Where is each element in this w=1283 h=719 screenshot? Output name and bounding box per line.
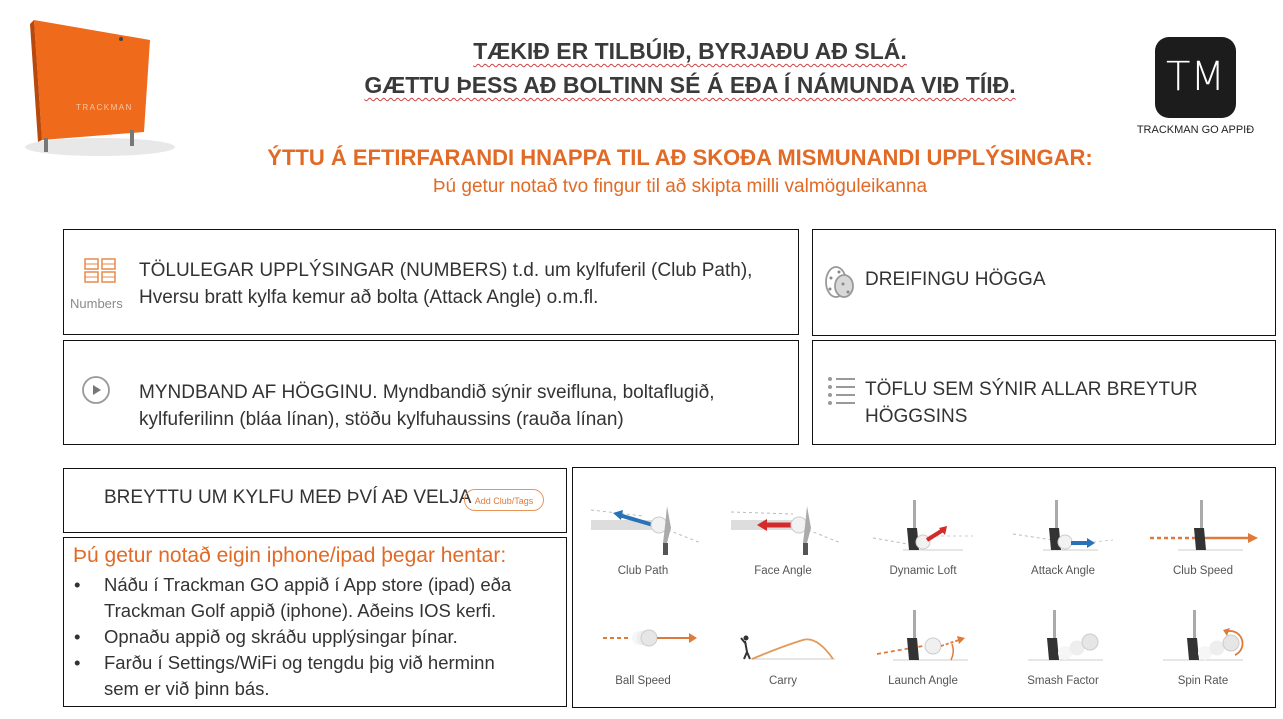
bullet: • [74,652,81,673]
parameter-label: Smash Factor [1027,675,1099,687]
page-title-line2: GÆTTU ÞESS AÐ BOLTINN SÉ Á EÐA Í NÁMUNDA VIÐ TÍIÐ. [364,72,1016,98]
list-item [74,572,511,624]
parameter-dynamic-loft [853,498,993,577]
list-item [74,650,511,702]
change-club-text: BREYTTU UM KYLFU MEÐ ÞVÍ AÐ VELJA [104,487,472,508]
list-icon [827,375,857,407]
trackman-go-app-icon: TM [1155,37,1236,118]
parameter-label: Face Angle [754,565,812,577]
parameter-attack-angle [993,498,1133,577]
parameter-spin-rate [1133,608,1273,687]
parameter-label: Club Speed [1172,565,1234,577]
parameter-label: Attack Angle [1031,565,1095,577]
carry-icon [723,608,843,673]
attack-angle-icon [1003,498,1123,563]
club-path-icon [583,498,703,563]
video-line1: MYNDBAND AF HÖGGINU. Myndbandið sýnir sveifluna, boltaflugið, [139,382,715,403]
dispersion-label: DREIFINGU HÖGGA [865,269,1046,290]
own-device-title: Þú getur notað eigin iphone/ipad þegar hentar: [73,544,507,567]
numbers-line1: TÖLULEGAR UPPLÝSINGAR (NUMBERS) t.d. um kylfuferil (Club Path), [139,260,753,281]
bullet: • [74,626,81,647]
grid-icon [84,258,116,284]
club-speed-icon [1138,498,1268,563]
dynamic-loft-icon [863,498,983,563]
play-icon [81,375,111,405]
app-label: TRACKMAN GO APPIÐ [1136,124,1255,136]
list-item [74,624,511,650]
bullet: • [74,574,81,595]
video-line2: kylfuferilinn (bláa línan), stöðu kylfuhaussins (rauða línan) [139,409,624,430]
parameter-face-angle [713,498,853,577]
numbers-description [139,257,752,311]
parameters-panel [572,467,1276,708]
numbers-line2: Hversu bratt kylfa kemur að bolta (Attack Angle) o.m.fl. [139,287,599,308]
parameter-label: Ball Speed [615,675,671,687]
launch-angle-icon [863,608,983,673]
parameter-smash-factor [993,608,1133,687]
parameter-club-speed [1133,498,1273,577]
step-3-line2: sem er við þinn bás. [104,678,270,699]
parameter-carry [713,608,853,687]
parameter-launch-angle [853,608,993,687]
numbers-icon-label: Numbers [70,296,123,311]
parameter-club-path [573,498,713,577]
step-3-line1: Farðu í Settings/WiFi og tengdu þig við herminn [104,652,495,673]
dispersion-icon [823,262,857,300]
video-description [139,379,715,433]
step-1-line2: Trackman Golf appið (iphone). Aðeins IOS kerfi. [104,600,497,621]
device-brand-text: TRACKMAN [76,103,133,112]
spin-rate-icon [1143,608,1263,673]
ball-speed-icon [583,608,703,673]
parameter-label: Launch Angle [888,675,958,687]
own-device-box [63,537,567,707]
parameter-label: Spin Rate [1177,675,1229,687]
instructions-heading: ÝTTU Á EFTIRFARANDI HNAPPA TIL AÐ SKOÐA MISMUNANDI UPPLÝSINGAR: [267,145,1093,170]
change-club-box [63,468,567,533]
parameter-label: Club Path [617,565,669,577]
face-angle-icon [723,498,843,563]
smash-factor-icon [1003,608,1123,673]
page-title-line1: TÆKIÐ ER TILBÚIÐ, BYRJAÐU AÐ SLÁ. [473,38,907,64]
step-1-line1: Náðu í Trackman GO appið í App store (ipad) eða [104,574,512,595]
instructions-subheading: Þú getur notað tvo fingur til að skipta milli valmöguleikanna [432,176,928,197]
step-2-line1: Opnaðu appið og skráðu upplýsingar þínar. [104,626,458,647]
dispersion-option[interactable] [812,229,1276,336]
video-option[interactable] [63,340,799,445]
own-device-steps [74,572,511,702]
parameter-label: Carry [768,675,798,687]
add-club-tags-button[interactable]: Add Club/Tags [464,489,544,511]
parameter-ball-speed [573,608,713,687]
parameter-label: Dynamic Loft [889,565,957,577]
table-option[interactable] [812,340,1276,445]
trackman-device-image [20,12,180,162]
table-label: TÖFLU SEM SÝNIR ALLAR BREYTUR HÖGGSINS [865,379,1198,427]
numbers-option[interactable] [63,229,799,335]
